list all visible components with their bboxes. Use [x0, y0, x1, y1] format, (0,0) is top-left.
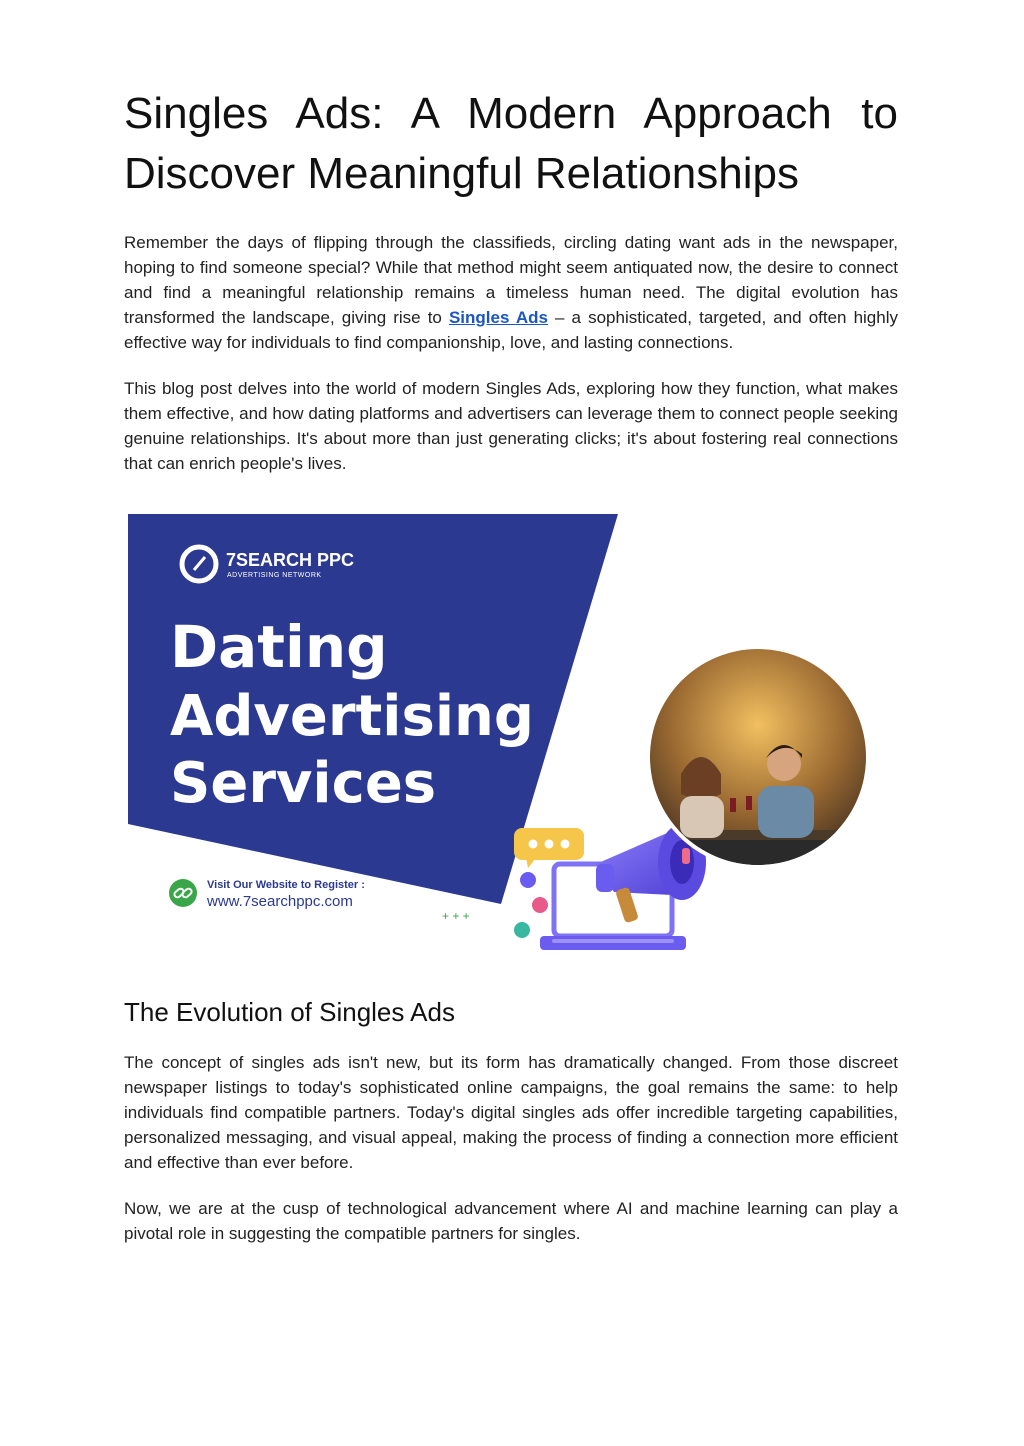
headline-line-1: Dating	[170, 613, 388, 681]
brand-subtitle: ADVERTISING NETWORK	[227, 572, 322, 579]
thumb-reaction-icon	[514, 922, 530, 938]
sparkle-decoration: + + +	[442, 909, 470, 923]
document-page	[124, 84, 898, 1246]
cta-url[interactable]: www.7searchppc.com	[207, 893, 353, 910]
headline-line-3: Services	[170, 751, 437, 816]
page-title: Singles Ads: A Modern Approach to Discover Meaningful Relationships	[124, 89, 898, 198]
cta-label: Visit Our Website to Register :	[207, 879, 365, 891]
heart-reaction-icon	[532, 897, 548, 913]
singles-ads-link[interactable]: Singles Ads	[448, 308, 548, 327]
paragraph-2: This blog post delves into the world of modern Singles Ads, exploring how they function, what makes them effective, and how dating platforms and advertisers can leverage them to connect people seeking genuine relationships. It's about more than just generating clicks; it's about fostering real connections that can enrich people's lives.	[124, 379, 898, 473]
section-heading: The Evolution of Singles Ads	[124, 997, 455, 1027]
headline-line-2: Advertising	[170, 684, 534, 749]
intro-text-end: – a sophisticated, targeted, and often highly effective way for individuals to find companionship, love, and lasting connections.	[124, 308, 898, 352]
link-icon	[169, 879, 197, 907]
like-reaction-icon	[520, 872, 536, 888]
dating-ad-banner	[126, 512, 886, 957]
paragraph-4: Now, we are at the cusp of technological advancement where AI and machine learning can play a pivotal role in suggesting the compatible partners for singles.	[124, 1199, 898, 1243]
brand-name: 7SEARCH PPC	[226, 550, 355, 570]
paragraph-3: The concept of singles ads isn't new, but its form has dramatically changed. From those discreet newspaper listings to today's sophisticated online campaigns, the goal remains the same: to help individuals find compatible partners. Today's digital singles ads offer incredible targeting capabilities, personalized messaging, and visual appeal, making the process of finding a connection more efficient and effective than ever before.	[124, 1053, 898, 1172]
intro-text-start: Remember the days of flipping through the classifieds, circling dating want ads in the newspaper, hoping to find someone special? While that method might seem antiquated now, the desire to connect and find a meaningful relationship remains a timeless human need. The digital evolution has transformed the landscape, giving rise to	[124, 233, 898, 327]
intro-paragraph	[124, 230, 898, 355]
